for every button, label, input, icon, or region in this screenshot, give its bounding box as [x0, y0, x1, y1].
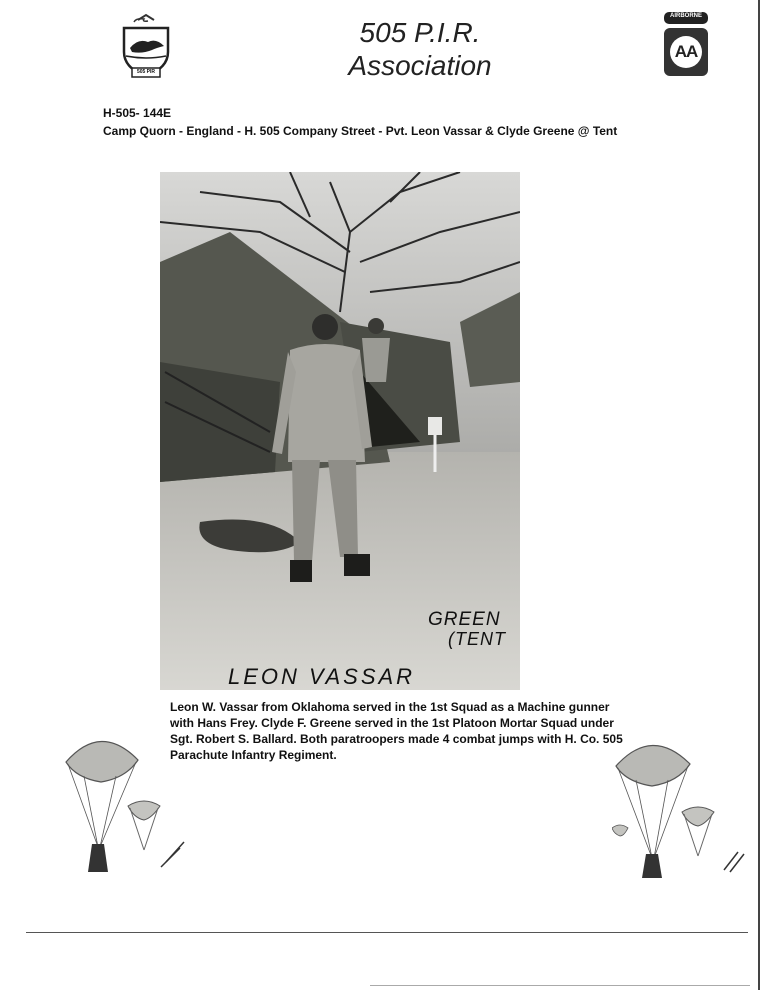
title-line-2: Association	[348, 50, 492, 81]
photo-caption: Camp Quorn - England - H. 505 Company Street - Pvt. Leon Vassar & Clyde Greene @ Tent	[103, 124, 618, 138]
handwriting-tent: (TENT	[448, 629, 506, 649]
airborne-tab-text: AIRBORNE	[669, 13, 702, 19]
bio-paragraph: Leon W. Vassar from Oklahoma served in the 1st Squad as a Machine gunner with Hans Frey. Clyde F. Greene served in the 1st Platoon Mortar Squad under Sgt. Robert S. Ballard. Both paratroopers made 4 combat jumps with H. Co. 505 Parachute Infantry Regiment.	[170, 700, 623, 762]
handwriting-green: GREEN	[428, 609, 501, 630]
footer-rule-faint	[370, 985, 750, 986]
page-edge	[758, 0, 760, 990]
footer-rule	[26, 932, 748, 933]
page-title	[300, 16, 540, 82]
parachute-icon	[612, 728, 752, 888]
parachute-icon	[56, 722, 196, 882]
handwriting-leon-vassar: LEON VASSAR	[228, 664, 416, 689]
crest-motto: 505 PIR	[136, 69, 156, 75]
title-line-1: 505 P.I.R.	[359, 17, 481, 48]
photo-reference: H-505- 144E	[103, 106, 172, 120]
patch-letters: AA	[674, 42, 698, 61]
